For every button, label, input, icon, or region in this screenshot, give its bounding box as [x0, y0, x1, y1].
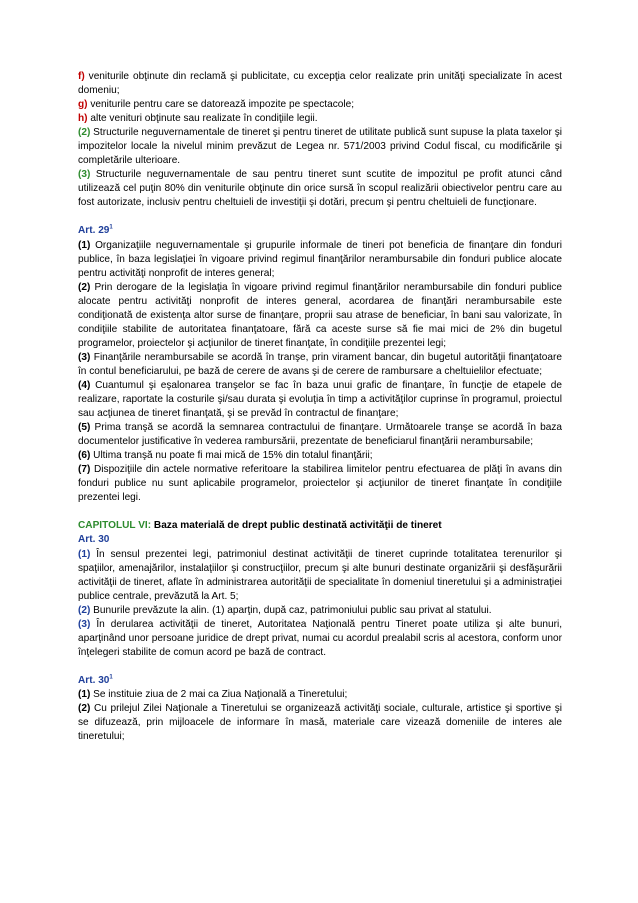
item-text: Prin derogare de la legislaţia în vigoare privind regimul finanţărilor nerambursabile din fonduri publice alocate pentru activităţi nonprofit de interes general, acordarea de finanţări nerambursabile este condiţionată de existenţa altor surse de finanţare, proprii sau atrase de beneficiar, în bani sau valorizate, în condiţiile stabilite de autoritatea finanţatoare, fără ca aceste surse să fie mai mici de 2% din bugetul programelor, proiectelor şi acţiunilor de tineret finanţate, în condiţiile prezentei legi;	[78, 281, 562, 349]
item-marker: h)	[78, 113, 88, 125]
art29-item-1	[78, 239, 562, 281]
item-marker: (1)	[78, 239, 91, 251]
item-text: Prima tranşă se acordă la semnarea contractului de finanţare. Următoarele tranşe se acordă în baza documentelor justificative în vederea rambursării, prezentate de beneficiarul finanţării nerambursabile;	[78, 422, 562, 448]
item-marker: (3)	[78, 618, 91, 630]
art30-item-1	[78, 548, 562, 604]
item-text: alte venituri obţinute sau realizate în condiţiile legii.	[87, 113, 318, 125]
chapter-label: CAPITOLUL VI:	[78, 520, 152, 532]
item-marker: (5)	[78, 422, 91, 434]
spacer	[78, 210, 562, 224]
art30-1-item-1	[78, 688, 562, 702]
chapter-heading	[78, 519, 562, 533]
item-text: Cuantumul şi eşalonarea tranşelor se fac în baza unui grafic de finanţare, în funcţie de etapele de realizare, raportate la costurile şi/sau durata şi evoluţia în timp a activităţilor cuprinse în programul, proiectul sau acţiunea de tineret finanţată, şi se prevăd în contractul de finanţare;	[78, 379, 562, 420]
item-text: Se instituie ziua de 2 mai ca Ziua Naţională a Tineretului;	[90, 688, 348, 700]
item-marker: (1)	[78, 548, 91, 560]
art29-item-6	[78, 449, 562, 463]
item-text: veniturile pentru care se datorează impozite pe spectacole;	[87, 99, 355, 111]
item-text: veniturile obţinute din reclamă şi publicitate, cu excepţia celor realizate prin unităţi specializate în acest domeniu;	[78, 71, 562, 97]
item-text: Structurile neguvernamentale de tineret şi pentru tineret de utilitate publică sunt supuse la plata taxelor şi impozitelor locale la nivelul minim prevăzut de Legea nr. 571/2003 privind Codul fiscal, cu modificările şi completările ulterioare.	[78, 127, 562, 167]
item-marker: (7)	[78, 464, 91, 476]
article-superscript: 1	[109, 225, 113, 232]
item-marker: (2)	[78, 281, 91, 293]
item-text: Dispoziţiile din actele normative referitoare la stabilirea limitelor pentru efectuarea de plăţi în avans din fonduri publice nu sunt aplicabile programelor, proiectelor şi acţiunilor de tineret finanţate în condiţiile prezentei legi.	[78, 464, 562, 504]
paragraph-3	[78, 168, 562, 210]
item-marker: (3)	[78, 351, 91, 363]
list-item-g	[78, 98, 562, 112]
item-marker: (4)	[78, 379, 91, 391]
item-marker: g)	[78, 99, 88, 111]
item-marker: (2)	[78, 127, 91, 139]
art30-item-3	[78, 618, 562, 660]
document-page	[78, 70, 562, 744]
spacer	[78, 660, 562, 674]
item-marker: (1)	[78, 688, 91, 700]
list-item-h	[78, 112, 562, 126]
item-marker: (6)	[78, 450, 91, 462]
item-text: În sensul prezentei legi, patrimoniul destinat activităţii de tineret cuprinde totalitatea terenurilor şi spaţiilor, amenajărilor, instalaţiilor şi construcţiilor, precum şi alte bunuri destinate organizării şi desfăşurării activităţii de tineret, aflate în administrarea autorităţii de specialitate în domeniul tineretului şi a administraţiei publice centrale, prevăzută la Art. 5;	[78, 548, 562, 602]
item-marker: (2)	[78, 702, 91, 714]
art30-item-2	[78, 604, 562, 618]
article-30-heading: Art. 30	[78, 534, 110, 546]
item-marker: f)	[78, 71, 85, 82]
art29-item-4	[78, 379, 562, 421]
article-heading-text: Art. 30	[78, 674, 110, 686]
spacer	[78, 505, 562, 519]
item-text: Cu prilejul Zilei Naţionale a Tineretului se organizează activităţi sociale, culturale, artistice şi sportive şi se difuzează, prin mijloacele de informare în masă, materiale care vizează domeniile de interes ale tineretului;	[78, 702, 562, 743]
item-text: Finanţările nerambursabile se acordă în tranşe, prin virament bancar, din bugetul autorităţii finanţatoare în contul beneficiarului, pe bază de cerere de avans şi de cerere de rambursare a cheltuielilor efectuate;	[78, 351, 562, 377]
art30-1-item-2	[78, 702, 562, 744]
item-marker: (2)	[78, 604, 91, 616]
article-30-1-heading	[78, 674, 562, 688]
item-text: Ultima tranşă nu poate fi mai mică de 15% din totalul finanţării;	[90, 450, 373, 462]
item-text: Structurile neguvernamentale de sau pentru tineret sunt scutite de impozitul pe profit atunci când utilizează cel puţin 80% din veniturile obţinute din orice sursă în scopul realizării obiectivelor pentru care au fost autorizate, inclusiv pentru cheltuieli de investiţii şi dotări, precum şi pentru cheltuieli de funcţionare.	[78, 169, 562, 209]
art29-item-7	[78, 463, 562, 505]
article-29-1-heading	[78, 224, 562, 238]
chapter-title: Baza materială de drept public destinată activităţii de tineret	[151, 520, 442, 532]
article-superscript: 1	[109, 674, 113, 681]
item-text: Bunurile prevăzute la alin. (1) aparţin, după caz, patrimoniului public sau privat al statului.	[90, 604, 492, 616]
article-heading-text: Art. 29	[78, 225, 110, 237]
art29-item-2	[78, 281, 562, 351]
item-text: Organizaţiile neguvernamentale şi grupurile informale de tineri pot beneficia de finanţare din fonduri publice, în baza legislaţiei în vigoare privind regimul finanţărilor nerambursabile din fonduri publice alocate pentru activităţi nonprofit de interes general;	[78, 239, 562, 279]
list-item-f	[78, 70, 562, 98]
art29-item-5	[78, 421, 562, 449]
item-text: În derularea activităţii de tineret, Autoritatea Naţională pentru Tineret poate utiliza şi alte bunuri, aparţinând unor persoane juridice de drept privat, numai cu acordul prealabil scris al acestora, conform unor înţelegeri stabilite de comun acord pe bază de contract.	[78, 618, 562, 658]
paragraph-2	[78, 126, 562, 168]
art29-item-3	[78, 351, 562, 379]
item-marker: (3)	[78, 169, 91, 181]
